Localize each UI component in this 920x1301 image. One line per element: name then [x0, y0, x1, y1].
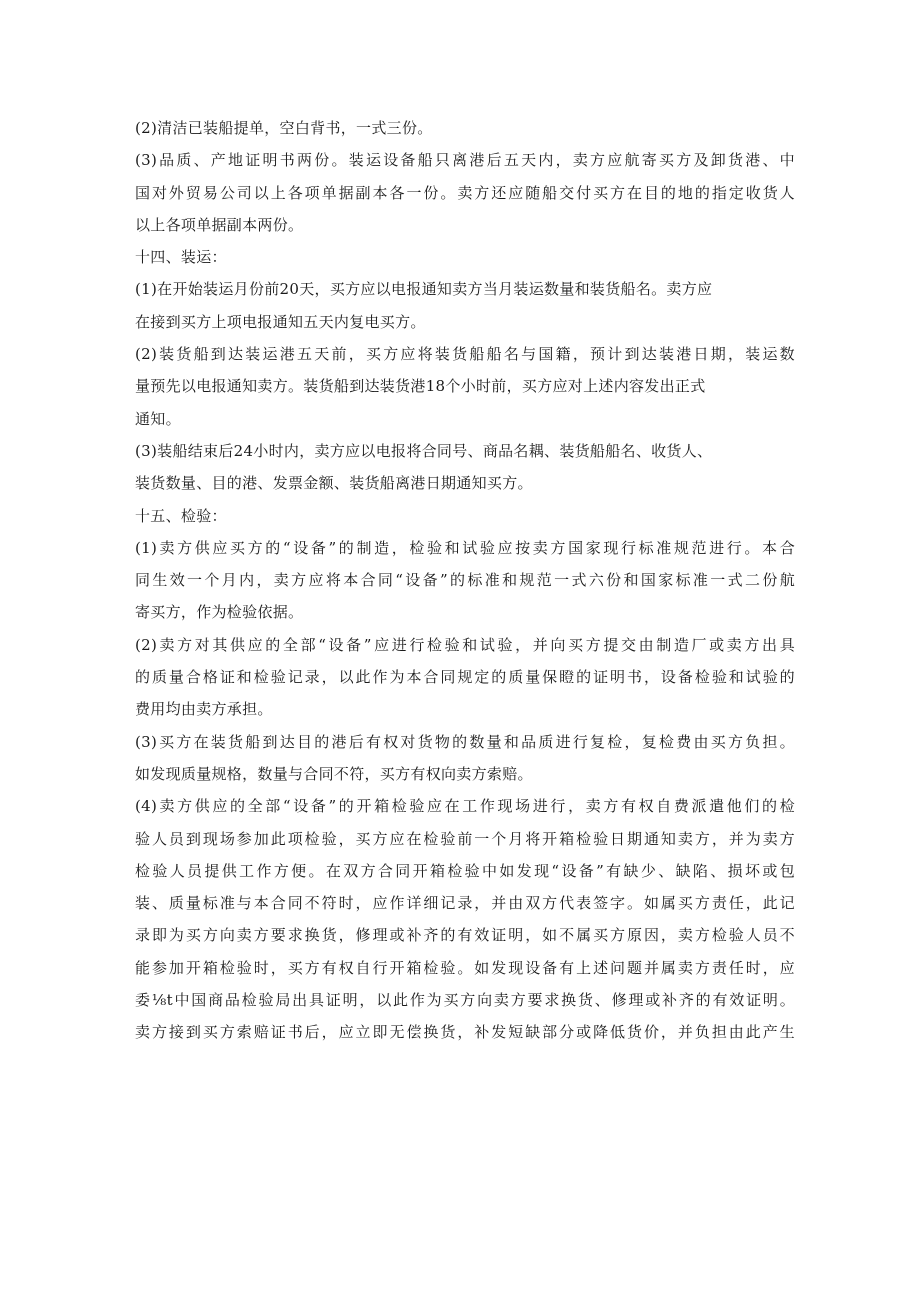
text-line: 装货数量、目的港、发票金额、装货船离港日期通知买方。 — [135, 474, 533, 493]
text-line: (4)卖方供应的全部“设备”的开箱检验应在工作现场进行，卖方有权自费派遣他们的检 — [135, 797, 795, 816]
text-line: 寄买方，作为检验依据。 — [135, 603, 304, 622]
text-line: (3)买方在装货船到达目的港后有权对货物的数量和品质进行复检，复检费由买方负担。 — [135, 732, 795, 751]
text-line: (2)装货船到达装运港五天前，买方应将装货船船名与国籍，预计到达装港日期，装运数 — [135, 345, 795, 364]
text-line: (2)清洁已装船提单，空白背书，一式三份。 — [135, 119, 433, 137]
text-line: 费用均由卖方承担。 — [135, 700, 273, 719]
text-line: 通知。 — [135, 409, 181, 428]
section-heading: 十四、装运： — [135, 248, 227, 267]
text-line: (1)卖方供应买方的“设备”的制造，检验和试验应按卖方国家现行标准规范进行。本合 — [135, 538, 795, 557]
text-line: (1)在开始装运月份前20天，买方应以电报通知卖方当月装运数量和装货船名。卖方应 — [135, 280, 713, 299]
text-line: 如发现质量规格，数量与合同不符，买方有权向卖方索赔。 — [135, 764, 533, 783]
text-line: 验人员到现场参加此项检验，买方应在检验前一个月将开箱检验日期通知卖方，并为卖方 — [135, 829, 795, 848]
text-line: 量预先以电报通知卖方。装货船到达装货港18个小时前，买方应对上述内容发出正式 — [135, 377, 706, 396]
text-line: 卖方接到买方索赔证书后，应立即无偿换货，补发短缺部分或降低货价，并负担由此产生 — [135, 1023, 795, 1042]
text-line: 的质量合格证和检验记录，以此作为本合同规定的质量保瞪的证明书，设备检验和试验的 — [135, 668, 795, 687]
text-line: 装、质量标准与本合同不符时，应作详细记录，并由双方代表签字。如属买方责任，此记 — [135, 894, 795, 913]
section-heading: 十五、检验： — [135, 506, 227, 525]
text-line: 在接到买方上项电报通知五天内复电买方。 — [135, 312, 426, 331]
text-line: 国对外贸易公司以上各项单据副本各一份。卖方还应随船交付买方在目的地的指定收货人 — [135, 183, 795, 202]
text-line: 同生效一个月内，卖方应将本合同“设备”的标准和规范一式六份和国家标准一式二份航 — [135, 571, 795, 590]
contract-body — [135, 112, 795, 1049]
text-line: 委⅛t中国商品检验局出具证明，以此作为买方向卖方要求换货、修理或补齐的有效证明。 — [135, 991, 795, 1010]
text-line: (3)装船结束后24小时内，卖方应以电报将合同号、商品名耦、装货船船名、收货人、 — [135, 441, 713, 460]
text-line: 录即为买方向卖方要求换货，修理或补齐的有效证明，如不属买方原因，卖方检验人员不 — [135, 926, 795, 945]
text-line: (2)卖方对其供应的全部“设备”应进行检验和试验，并向买方提交由制造厂或卖方出具 — [135, 635, 795, 654]
text-line: 能参加开箱检验时，买方有权自行开箱检验。如发现设备有上述问题并属卖方责任时，应 — [135, 958, 795, 977]
text-line: 检验人员提供工作方便。在双方合同开箱检验中如发现“设备”有缺少、缺陷、损坏或包 — [135, 861, 795, 880]
text-line: 以上各项单据副本两份。 — [135, 215, 304, 234]
text-line: (3)品质、产地证明书两份。装运设备船只离港后五天内，卖方应航寄买方及卸货港、中 — [135, 151, 795, 170]
